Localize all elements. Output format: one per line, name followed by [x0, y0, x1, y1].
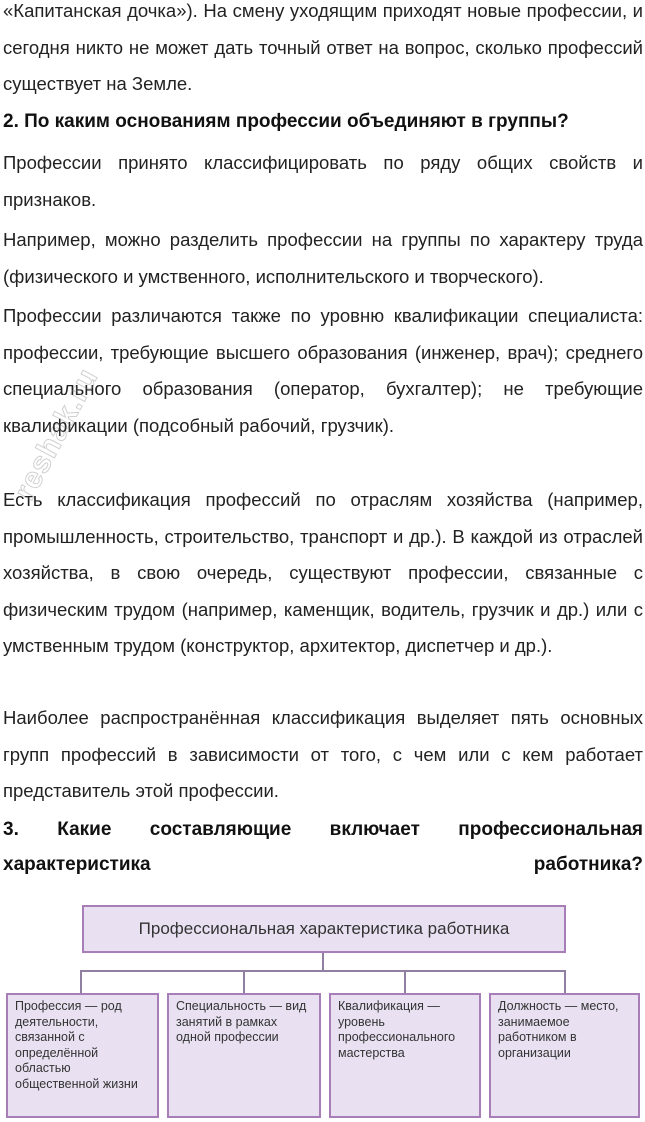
paragraph-five-groups: Наиболее распространённая классификация выделяет пять основных групп профессий в зависимости от того, с чем или с кем работает представитель этой профессии.: [3, 707, 643, 801]
connector-drop-2: [243, 970, 245, 993]
paragraph-qualification: Профессии различаются также по уровню квалификации специалиста: профессии, требующие высшего образования (инженер, врач); среднего специального образования (оператор, бухгалтер); не требующие квалификации (подсобный рабочий, грузчик).: [3, 305, 643, 436]
characteristic-diagram: [0, 885, 645, 1122]
box-profession-text: Профессия — род деятельности, связанной с определённой областью общественной жизни: [15, 999, 138, 1091]
paragraph-labor-type: Например, можно разделить профессии на группы по характеру труда (физического и умственного, исполнительского и творческого).: [3, 229, 643, 287]
box-profession: [6, 993, 159, 1118]
connector-vertical-main: [322, 953, 324, 971]
connector-drop-4: [564, 970, 566, 993]
watermark: reshak.ru: [8, 362, 105, 506]
paragraph-industry: Есть классификация профессий по отраслям хозяйства (например, промышленность, строительство, транспорт и др.). В каждой из отраслей хозяйства, в свою очередь, существуют профессии, связанные с физическим трудом (например, каменщик, водитель, грузчик и др.) или с умственным трудом (конструктор, архитектор, диспетчер и др.).: [3, 489, 643, 656]
diagram-title: Профессиональная характеристика работника: [138, 919, 510, 938]
diagram-title-box: [82, 905, 566, 953]
paragraph-intro: «Капитанская дочка»). На смену уходящим приходят новые профессии, и сегодня никто не может дать точный ответ на вопрос, сколько профессий существует на Земле.: [3, 0, 643, 94]
paragraph-classify: Профессии принято классифицировать по ряду общих свойств и признаков.: [3, 152, 643, 210]
connector-horizontal: [80, 970, 566, 972]
box-position-text: Должность — место, занимаемое работником в организации: [498, 999, 619, 1060]
box-qualification-text: Квалификация — уровень профессионального мастерства: [338, 999, 456, 1060]
box-qualification: [329, 993, 481, 1118]
question-2-heading: 2. По каким основаниям профессии объединяют в группы?: [3, 111, 569, 132]
connector-drop-3: [404, 970, 406, 993]
connector-drop-1: [80, 970, 82, 993]
box-specialty: [167, 993, 321, 1118]
question-3-heading: 3. Какие составляющие включает профессиональная характеристика работника?: [3, 819, 643, 875]
box-position: [489, 993, 640, 1118]
box-specialty-text: Специальность — вид занятий в рамках одной профессии: [176, 999, 307, 1044]
